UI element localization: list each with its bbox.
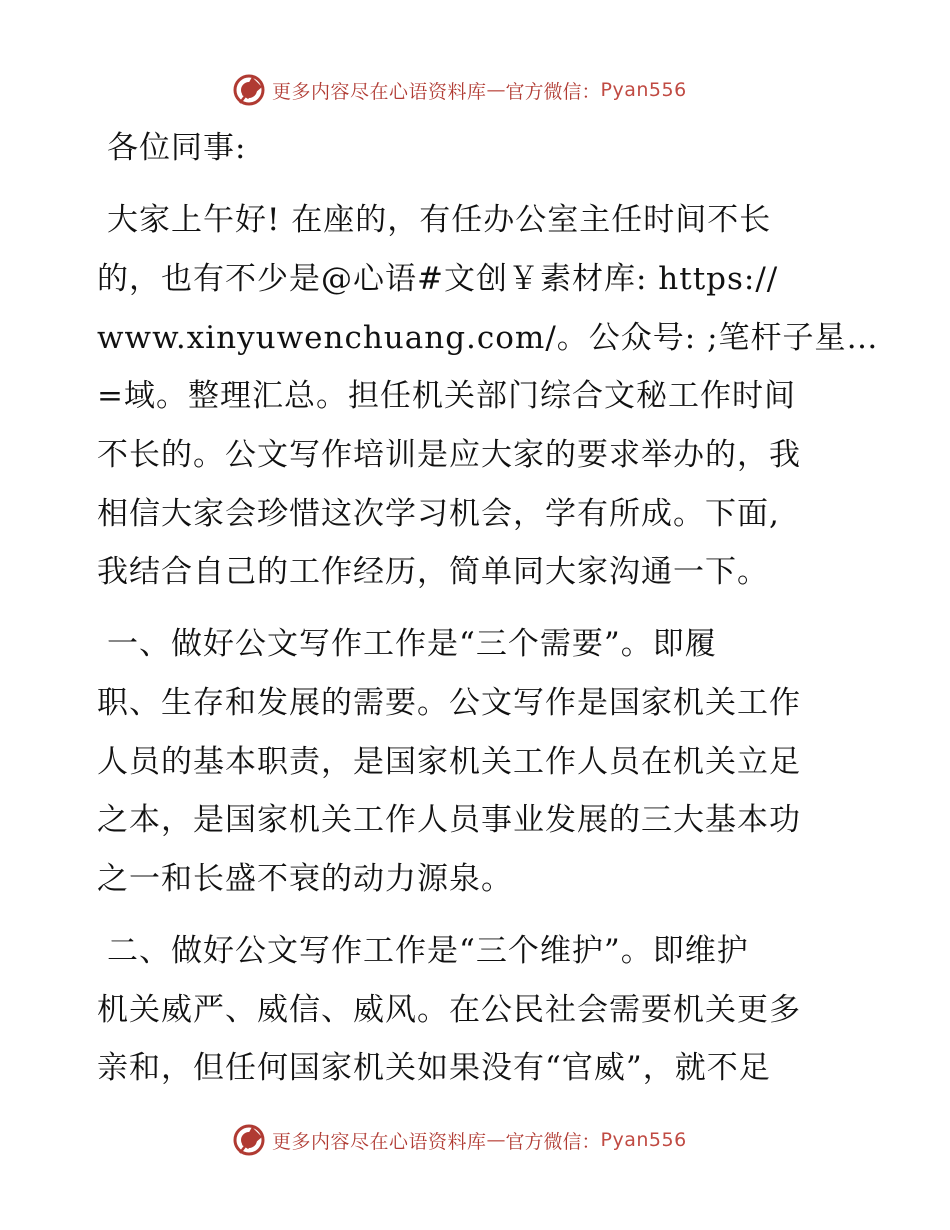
watermark-main-text: 更多内容尽在心语资料库 (272, 1130, 487, 1153)
paragraph-2-line-4: 之本，是国家机关工作人员事业发展的三大基本功 (97, 802, 801, 838)
paragraph-1-line-3: www.xinyuwenchuang.com/。公众号: ;笔杆子星… (97, 320, 879, 356)
paragraph-1-line-1: 大家上午好! 在座的，有任办公室主任时间不长 (107, 202, 772, 238)
paragraph-1-line-2: 的，也有不少是@心语#文创￥素材库: https:// (97, 261, 779, 297)
paragraph-1-line-4: =域。整理汇总。担任机关部门综合文秘工作时间 (97, 378, 796, 414)
watermark-main-text: 更多内容尽在心语资料库 (272, 80, 487, 103)
watermark-label: 官方微信： (505, 1130, 601, 1153)
paragraph-1-line-7: 我结合自己的工作经历，简单同大家沟通一下。 (97, 554, 769, 590)
pen-logo-icon (232, 1123, 266, 1157)
watermark-separator: — (486, 1129, 506, 1151)
paragraph-2-line-2: 职、生存和发展的需要。公文写作是国家机关工作 (97, 685, 801, 721)
paragraph-3-line-3: 亲和，但任何国家机关如果没有“官威”，就不足 (97, 1050, 771, 1086)
watermark-banner-bottom (232, 1120, 687, 1160)
watermark-separator: — (486, 79, 506, 101)
paragraph-1-line-6: 相信大家会珍惜这次学习机会，学有所成。下面, (97, 496, 780, 532)
paragraph-3-line-1: 二、做好公文写作工作是“三个维护”。即维护 (107, 933, 749, 969)
watermark-id: Pyan556 (600, 79, 687, 101)
paragraph-1-line-5: 不长的。公文写作培训是应大家的要求举办的，我 (97, 437, 801, 473)
watermark-id: Pyan556 (600, 1129, 687, 1151)
pen-logo-icon (232, 73, 266, 107)
salutation: 各位同事: (107, 130, 247, 166)
paragraph-2-line-3: 人员的基本职责，是国家机关工作人员在机关立足 (97, 744, 801, 780)
paragraph-3-line-2: 机关威严、威信、威风。在公民社会需要机关更多 (97, 992, 801, 1028)
watermark-banner-top (232, 70, 687, 110)
watermark-label: 官方微信： (505, 80, 601, 103)
paragraph-2-line-5: 之一和长盛不衰的动力源泉。 (97, 861, 513, 897)
paragraph-2-line-1: 一、做好公文写作工作是“三个需要”。即履 (107, 626, 717, 662)
